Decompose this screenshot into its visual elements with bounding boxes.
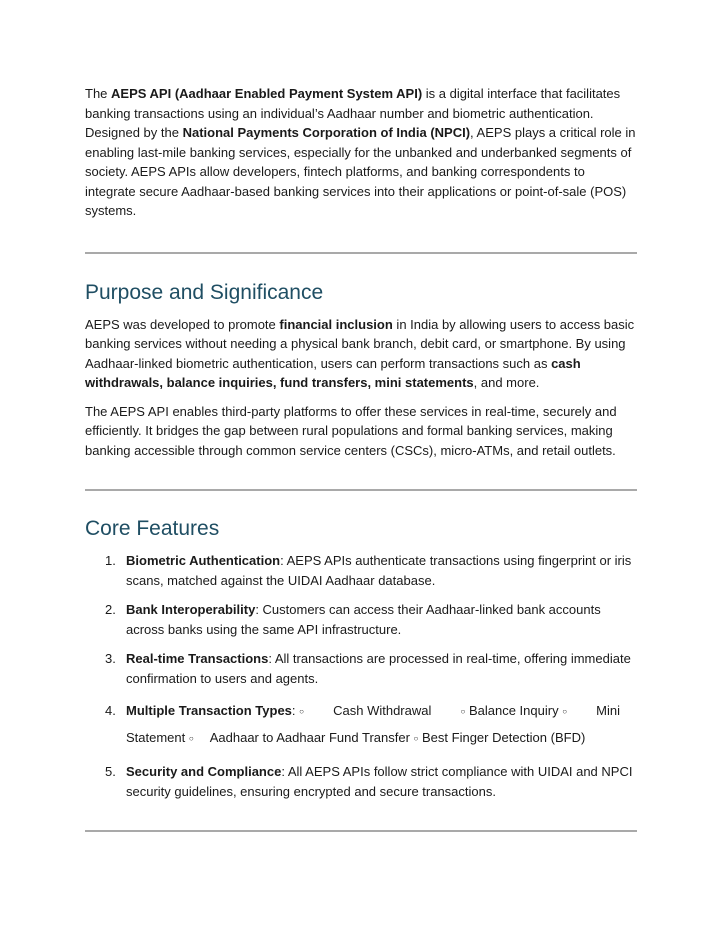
intro-paragraph xyxy=(85,84,637,221)
list-number: 2. xyxy=(105,602,116,617)
feature-text: : AEPS APIs authenticate transactions using fingerprint or iris scans, matched against the UIDAI Aadhaar database. xyxy=(126,553,632,588)
intro-bold-aeps-api: AEPS API (Aadhaar Enabled Payment System API) xyxy=(111,86,423,101)
intro-text-1: The xyxy=(85,86,112,101)
list-number: 5. xyxy=(105,764,116,779)
feature-title: Security and Compliance xyxy=(126,764,282,779)
list-item xyxy=(85,551,637,590)
type-mini-statement-part-2: Statement xyxy=(126,730,186,745)
section-divider xyxy=(85,252,637,254)
type-balance-inquiry: Balance Inquiry xyxy=(468,703,559,718)
list-item xyxy=(85,649,637,688)
list-item xyxy=(85,600,637,639)
section-divider xyxy=(85,830,637,832)
type-mini-statement-part-1: Mini xyxy=(596,703,620,718)
list-number: 1. xyxy=(105,553,116,568)
type-fund-transfer: Aadhaar to Aadhaar Fund Transfer xyxy=(209,730,410,745)
document-page xyxy=(85,84,637,832)
feature-title: Biometric Authentication xyxy=(126,553,281,568)
core-features-heading: Core Features xyxy=(85,517,220,540)
purpose-bold-transactions: cash withdrawals, balance inquiries, fund transfers, mini statements xyxy=(85,355,581,390)
section-divider xyxy=(85,489,637,491)
list-item xyxy=(85,698,637,752)
purpose-heading: Purpose and Significance xyxy=(85,280,324,304)
feature-text: : All AEPS APIs follow strict compliance with UIDAI and NPCI security guidelines, ensuring encrypted and secure transactions. xyxy=(126,764,633,799)
bullet-circle-icon: ○ xyxy=(413,734,419,743)
bullet-circle-icon: ○ xyxy=(460,707,466,716)
bullet-circle-icon: ○ xyxy=(299,707,304,716)
feature-title: Multiple Transaction Types xyxy=(126,703,292,718)
purpose-paragraph-1 xyxy=(85,315,637,393)
feature-title: Real-time Transactions xyxy=(126,651,269,666)
list-number: 3. xyxy=(105,651,116,666)
list-number: 4. xyxy=(105,703,116,718)
purpose-text-2: in India by allowing users to access basic banking services without needing a physical bank branch, debit card, or smartphone. By using Aadhaar-linked biometric authentication, users can perform transactions such as xyxy=(85,316,635,371)
list-item xyxy=(85,762,637,801)
type-best-finger-detection: Best Finger Detection (BFD) xyxy=(422,730,586,745)
intro-bold-npci: National Payments Corporation of India (NPCI) xyxy=(182,125,471,140)
purpose-bold-financial-inclusion: financial inclusion xyxy=(279,316,393,332)
purpose-text-3: , and more. xyxy=(473,375,540,390)
core-features-list xyxy=(85,551,637,801)
intro-text-3: , AEPS plays a critical role in enabling last-mile banking services, especially for the unbanked and underbanked segments of society. AEPS APIs allow developers, fintech platforms, and banking correspondents to integrate secure Aadhaar-based banking services into their applications or point-of-sale (POS) systems. xyxy=(85,125,636,218)
feature-text: : All transactions are processed in real-time, offering immediate confirmation to users and agents. xyxy=(126,651,631,686)
feature-text: : Customers can access their Aadhaar-linked bank accounts across banks using the same API infrastructure. xyxy=(126,602,601,637)
intro-text-2: is a digital interface that facilitates banking transactions using an individual’s Aadhaar number and biometric authentication. Designed by the xyxy=(85,86,621,140)
feature-text: : xyxy=(291,703,296,718)
bullet-circle-icon: ○ xyxy=(188,734,194,743)
feature-title: Bank Interoperability xyxy=(126,602,256,617)
purpose-paragraph-2: The AEPS API enables third-party platforms to offer these services in real-time, securely and efficiently. It bridges the gap between rural populations and formal banking services, making banking accessible through common service centers (CSCs), micro-ATMs, and retail outlets. xyxy=(85,403,617,458)
type-cash-withdrawal: Cash Withdrawal xyxy=(333,703,432,718)
bullet-circle-icon: ○ xyxy=(562,707,568,716)
purpose-text-1: AEPS was developed to promote xyxy=(85,316,280,332)
